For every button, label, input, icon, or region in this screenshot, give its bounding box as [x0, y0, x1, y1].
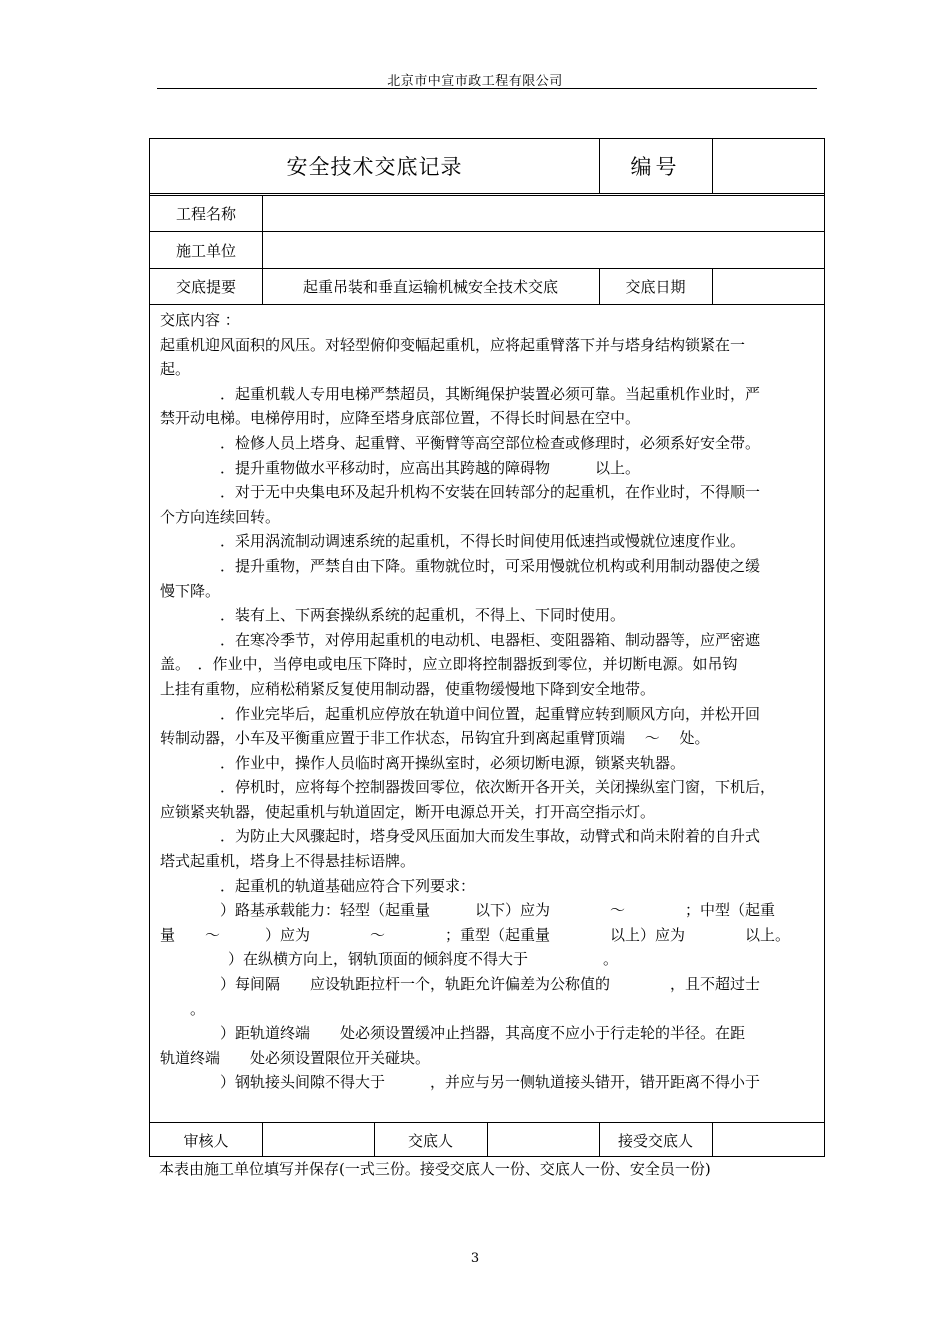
content-line: ．装有上、下两套操纵系统的起重机，不得上、下同时使用。	[220, 606, 626, 625]
code-label: 编号	[630, 155, 681, 179]
form-footnote: 本表由施工单位填写并保存(一式三份。接受交底人一份、交底人一份、安全员一份)	[159, 1160, 711, 1178]
content-line: 个方向连续回转。	[160, 507, 281, 526]
content-line: ．提升重物做水平移动时，应高出其跨越的障碍物 以上。	[220, 458, 641, 477]
discloser-field[interactable]	[487, 1123, 599, 1157]
divider	[150, 193, 824, 194]
date-field[interactable]	[712, 269, 824, 304]
construction-unit-field[interactable]	[262, 232, 824, 268]
project-name-label: 工程名称	[175, 205, 236, 223]
content-line: 转制动器，小车及平衡重应置于非工作状态，吊钩宜升到离起重臂顶端 ～ 处。	[160, 729, 710, 748]
content-line: ）钢轨接头间隙不得大于 ，并应与另一侧轨道接头错开，错开距离不得小于	[220, 1073, 761, 1092]
divider	[150, 304, 824, 305]
reviewer-label: 审核人	[183, 1131, 229, 1150]
construction-unit-label: 施工单位	[175, 241, 236, 260]
content-heading: 交底内容 ：	[160, 311, 240, 329]
date-label: 交底日期	[625, 278, 686, 296]
content-line: ）路基承载能力：轻型（起重量 以下）应为 ～ ；中型（起重	[220, 901, 776, 920]
project-name-field[interactable]	[262, 196, 824, 231]
header-rule	[157, 88, 817, 89]
content-line: 上挂有重物，应稍松稍紧反复使用制动器，使重物缓慢地下降到安全地带。	[160, 679, 656, 698]
form-title: 安全技术交底记录	[286, 155, 463, 179]
content-line: ．作业中，操作人员临时离开操纵室时，必须切断电源，锁紧夹轨器。	[220, 753, 686, 772]
discloser-label: 交底人	[407, 1131, 453, 1150]
page-number: 3	[470, 1251, 480, 1266]
content-line: ）在纵横方向上，钢轨顶面的倾斜度不得大于 。	[228, 950, 619, 969]
content-line: ．采用涡流制动调速系统的起重机，不得长时间使用低速挡或慢就位速度作业。	[220, 532, 746, 551]
content-line: ．检修人员上塔身、起重臂、平衡臂等高空部位检查或修理时，必须系好安全带。	[220, 433, 761, 452]
code-field[interactable]	[712, 139, 824, 193]
content-line: ．停机时，应将每个控制器拨回零位，依次断开各开关，关闭操纵室门窗，下机后，	[220, 778, 776, 797]
content-line: ）距轨道终端 处必须设置缓冲止挡器，其高度不应小于行走轮的半径。在距	[220, 1024, 746, 1043]
content-line: 慢下降。	[160, 581, 221, 600]
company-header: 北京市中宣市政工程有限公司	[387, 74, 563, 89]
receiver-label: 接受交底人	[617, 1131, 693, 1150]
content-line: ）每间隔 应设轨距拉杆一个，轨距允许偏差为公称值的 ，且不超过士	[220, 975, 761, 994]
content-line: 量 ～ ）应为 ～ ；重型（起重量 以上）应为 以上。	[160, 925, 791, 944]
content-line: ．提升重物，严禁自由下降。重物就位时，可采用慢就位机构或利用制动器使之缓	[220, 556, 761, 575]
content-line: 禁开动电梯。电梯停用时，应降至塔身底部位置，不得长时间悬在空中。	[160, 409, 641, 428]
content-line: ．起重机的轨道基础应符合下列要求：	[220, 876, 476, 895]
reviewer-field[interactable]	[262, 1123, 374, 1157]
content-line: 起。	[160, 360, 191, 379]
disclosure-content	[160, 308, 817, 1095]
content-line: 盖。 ．作业中，当停电或电压下降时，应立即将控制器扳到零位，并切断电源。如吊钩	[160, 655, 738, 674]
content-line: 轨道终端 处必须设置限位开关碰块。	[160, 1048, 431, 1067]
receiver-field[interactable]	[712, 1123, 824, 1157]
content-line: ．作业完毕后，起重机应停放在轨道中间位置，起重臂应转到顺风方向，并松开回	[220, 704, 761, 723]
summary-label: 交底提要	[175, 278, 236, 296]
content-line: ．起重机载人专用电梯严禁超员，其断绳保护装置必须可靠。当起重机作业时，严	[220, 384, 761, 403]
safety-disclosure-form	[149, 138, 825, 1157]
content-line: 起重机迎风面积的风压。对轻型俯仰变幅起重机，应将起重臂落下并与塔身结构锁紧在一	[160, 335, 746, 354]
content-line: 塔式起重机，塔身上不得悬挂标语牌。	[160, 852, 416, 871]
content-line: ．在寒冷季节，对停用起重机的电动机、电器柜、变阻器箱、制动器等，应严密遮	[220, 630, 761, 649]
summary-field[interactable]: 起重吊装和垂直运输机械安全技术交底	[302, 278, 558, 296]
content-line: 应锁紧夹轨器，使起重机与轨道固定，断开电源总开关，打开高空指示灯。	[160, 802, 656, 821]
content-line: ．为防止大风骤起时，塔身受风压面加大而发生事故，动臂式和尚未附着的自升式	[220, 827, 761, 846]
content-line: ．对于无中央集电环及起升机构不安装在回转部分的起重机，在作业时，不得顺一	[220, 483, 761, 502]
content-line: 。	[190, 999, 206, 1018]
